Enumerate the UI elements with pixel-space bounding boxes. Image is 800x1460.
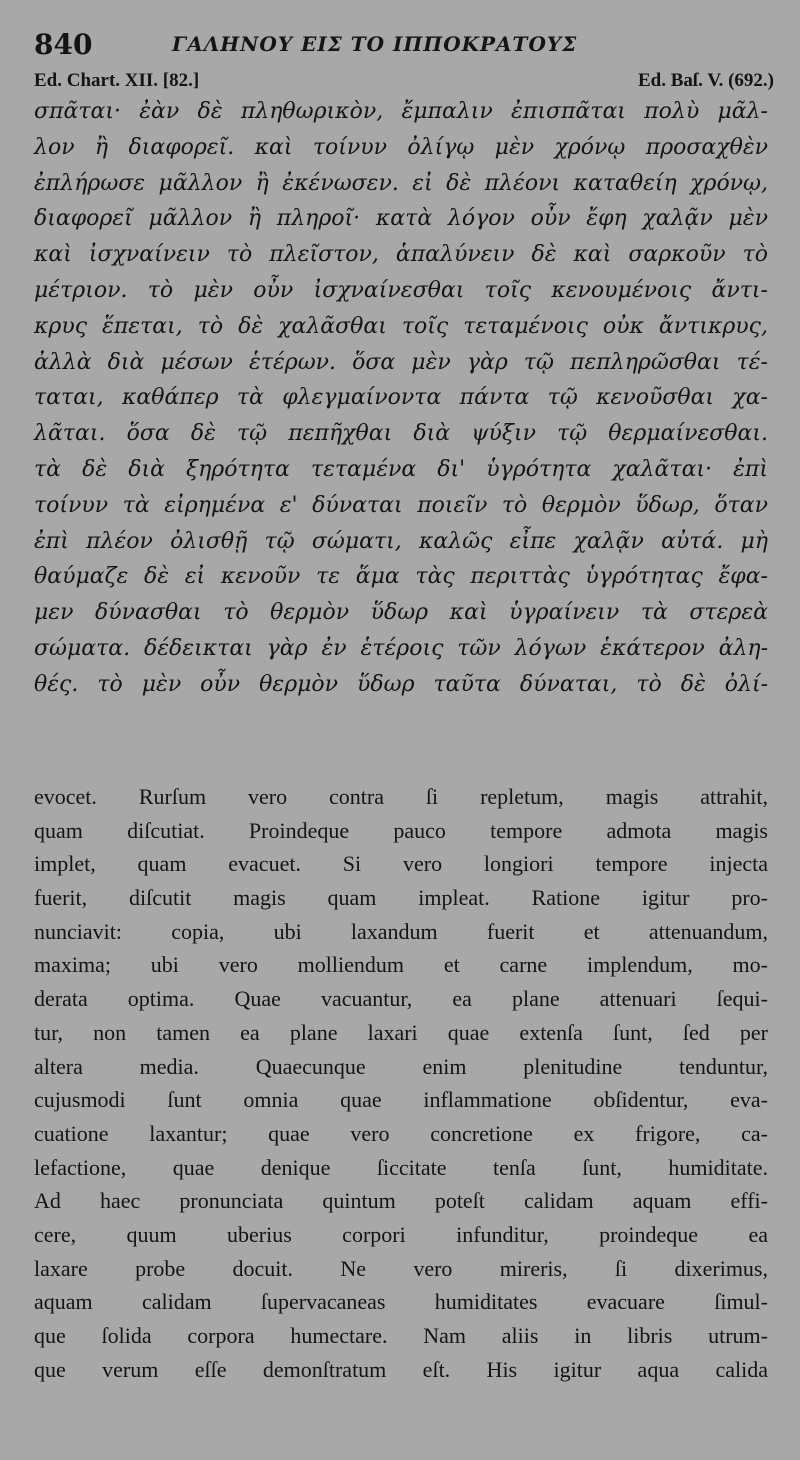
latin-line: que ſolida corpora humectare. Nam aliis in libris utrum-	[34, 1323, 768, 1348]
edition-chartier-reference: Ed. Chart. XII. [82.]	[34, 70, 200, 91]
greek-line: ἐπὶ πλέον ὀλισθῇ τῷ σώματι, καλῶς εἶπε χαλᾷν αὐτά. μὴ	[34, 528, 768, 554]
latin-line: nunciavit: copia, ubi laxandum fuerit et attenuandum,	[34, 918, 768, 944]
greek-line: μέτριον. τὸ μὲν οὖν ἰσχναίνεσθαι τοῖς κενουμένοις ἄντι-	[34, 277, 768, 303]
greek-line: θές. τὸ μὲν οὖν θερμὸν ὕδωρ ταῦτα δύναται, τὸ δὲ ὀλί-	[34, 671, 768, 697]
latin-line: implet, quam evacuet. Si vero longiori tempore injecta	[34, 851, 768, 877]
latin-line: lefactione, quae denique ſiccitate tenſa ſunt, humiditate.	[34, 1154, 768, 1180]
latin-line: derata optima. Quae vacuantur, ea plane attenuari ſequi-	[34, 986, 768, 1012]
latin-line: cujusmodi ſunt omnia quae inflammatione obſidentur, eva-	[34, 1087, 768, 1113]
edition-basel-reference: Ed. Baſ. V. (692.)	[637, 70, 774, 91]
greek-line: σπᾶται· ἐὰν δὲ πληθωρικὸν, ἔμπαλιν ἐπισπᾶται πολὺ μᾶλ-	[34, 99, 768, 124]
edition-reference-line	[34, 70, 774, 94]
greek-text-block	[34, 94, 768, 703]
greek-line: κρυς ἕπεται, τὸ δὲ χαλᾶσθαι τοῖς τεταμένοις οὐκ ἄντικρυς,	[34, 313, 768, 339]
latin-line: cuatione laxantur; quae vero concretione ex frigore, ca-	[34, 1120, 768, 1146]
greek-line: ἐπλήρωσε μᾶλλον ἢ ἐκένωσεν. εἰ δὲ πλέονι καταθείη χρόνῳ,	[34, 170, 768, 196]
latin-line: cere, quum uberius corpori infunditur, proindeque ea	[34, 1221, 768, 1247]
greek-line: λᾶται. ὅσα δὲ τῷ πεπῆχθαι διὰ ψύξιν τῷ θερμαίνεσθαι.	[34, 421, 768, 447]
latin-line: tur, non tamen ea plane laxari quae extenſa ſunt, ſed per	[34, 1019, 768, 1045]
greek-line: καὶ ἰσχναίνειν τὸ πλεῖστον, ἁπαλύνειν δὲ καὶ σαρκοῦν τὸ	[34, 242, 768, 268]
running-title: ΓΑΛΗΝΟΥ ΕΙΣ ΤΟ ΙΠΠΟΚΡΑΤΟΥΣ	[172, 32, 578, 56]
greek-line: μεν δύνασθαι τὸ θερμὸν ὕδωρ καὶ ὑγραίνειν τὰ στερεὰ	[34, 600, 768, 626]
greek-line: διαφορεῖ μᾶλλον ἢ πληροῖ· κατὰ λόγον οὖν ἔφη χαλᾷν μὲν	[34, 206, 768, 232]
latin-text-block	[34, 780, 768, 1386]
latin-line: que verum eſſe demonſtratum eſt. His igitur aqua calida	[34, 1356, 768, 1382]
latin-line: laxare probe docuit. Ne vero mireris, ſi dixerimus,	[34, 1255, 768, 1281]
latin-line: aquam calidam ſupervacaneas humiditates evacuare ſimul-	[34, 1289, 768, 1315]
running-head	[34, 28, 774, 64]
latin-line: maxima; ubi vero molliendum et carne implendum, mo-	[34, 952, 768, 978]
page-number: 840	[34, 28, 93, 61]
greek-line: λον ἢ διαφορεῖ. καὶ τοίνυν ὀλίγῳ μὲν χρόνῳ προσαχθὲν	[34, 134, 768, 160]
greek-line: θαύμαζε δὲ εἰ κενοῦν τε ἅμα τὰς περιττὰς ὑγρότητας ἔφα-	[34, 564, 768, 590]
greek-line: τοίνυν τὰ εἰρημένα ε' δύναται ποιεῖν τὸ θερμὸν ὕδωρ, ὅταν	[34, 492, 768, 518]
latin-line: evocet. Rurſum vero contra ſi repletum, magis attrahit,	[34, 784, 768, 809]
greek-line: τὰ δὲ διὰ ξηρότητα τεταμένα δι' ὑγρότητα χαλᾶται· ἐπὶ	[34, 456, 768, 482]
latin-line: quam diſcutiat. Proindeque pauco tempore admota magis	[34, 817, 768, 843]
latin-line: altera media. Quaecunque enim plenitudine tenduntur,	[34, 1053, 768, 1079]
greek-line: σώματα. δέδεικται γὰρ ἐν ἑτέροις τῶν λόγων ἑκάτερον ἀλη-	[34, 635, 768, 661]
greek-line: ἀλλὰ διὰ μέσων ἑτέρων. ὅσα μὲν γὰρ τῷ πεπληρῶσθαι τέ-	[34, 349, 768, 375]
greek-line: ταται, καθάπερ τὰ φλεγμαίνοντα πάντα τῷ κενοῦσθαι χα-	[34, 385, 768, 411]
latin-line: fuerit, diſcutit magis quam impleat. Ratione igitur pro-	[34, 885, 768, 911]
latin-line: Ad haec pronunciata quintum poteſt calidam aquam effi-	[34, 1188, 768, 1214]
